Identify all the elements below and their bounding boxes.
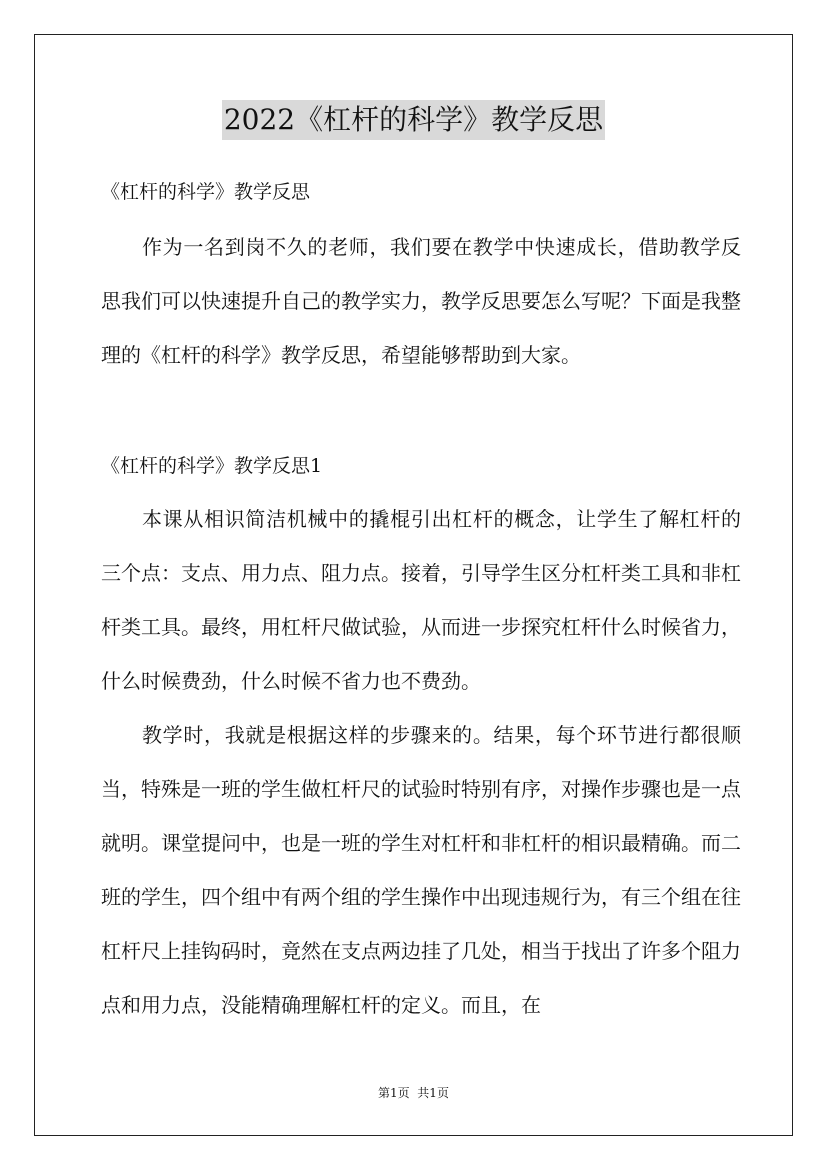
document-subtitle: 《杠杆的科学》教学反思 [101, 181, 311, 203]
section1-heading: 《杠杆的科学》教学反思1 [101, 455, 323, 477]
document-title: 2022《杠杆的科学》教学反思 [222, 100, 605, 140]
intro-paragraph: 作为一名到岗不久的老师，我们要在教学中快速成长，借助教学反思我们可以快速提升自己的教学实力，教学反思要怎么写呢？下面是我整理的《杠杆的科学》教学反思，希望能够帮助到大家。 [101, 235, 741, 367]
subtitle-block [101, 178, 741, 206]
section1-paragraph-2: 教学时，我就是根据这样的步骤来的。结果，每个环节进行都很顺当，特殊是一班的学生做杠杆尺的试验时特别有序，对操作步骤也是一点就明。课堂提问中，也是一班的学生对杠杆和非杠杆的相识最精确。而二班的学生，四个组中有两个组的学生操作中出现违规行为，有三个组在往杠杆尺上挂钩码时，竟然在支点两边挂了几处，相当于找出了许多个阻力点和用力点，没能精确理解杠杆的定义。而且，在 [101, 723, 741, 1017]
page-footer: 第1页 共1页 [378, 1086, 449, 1100]
section1-paragraph-1: 本课从相识简洁机械中的撬棍引出杠杆的概念，让学生了解杠杆的三个点：支点、用力点、阻力点。接着，引导学生区分杠杆类工具和非杠杆类工具。最终，用杠杆尺做试验，从而进一步探究杠杆什么时候省力，什么时候费劲，什么时候不省力也不费劲。 [101, 507, 741, 693]
title-container [0, 100, 827, 140]
section1-heading-block [101, 452, 741, 480]
intro-block [101, 220, 741, 382]
section1-body [101, 492, 741, 1032]
